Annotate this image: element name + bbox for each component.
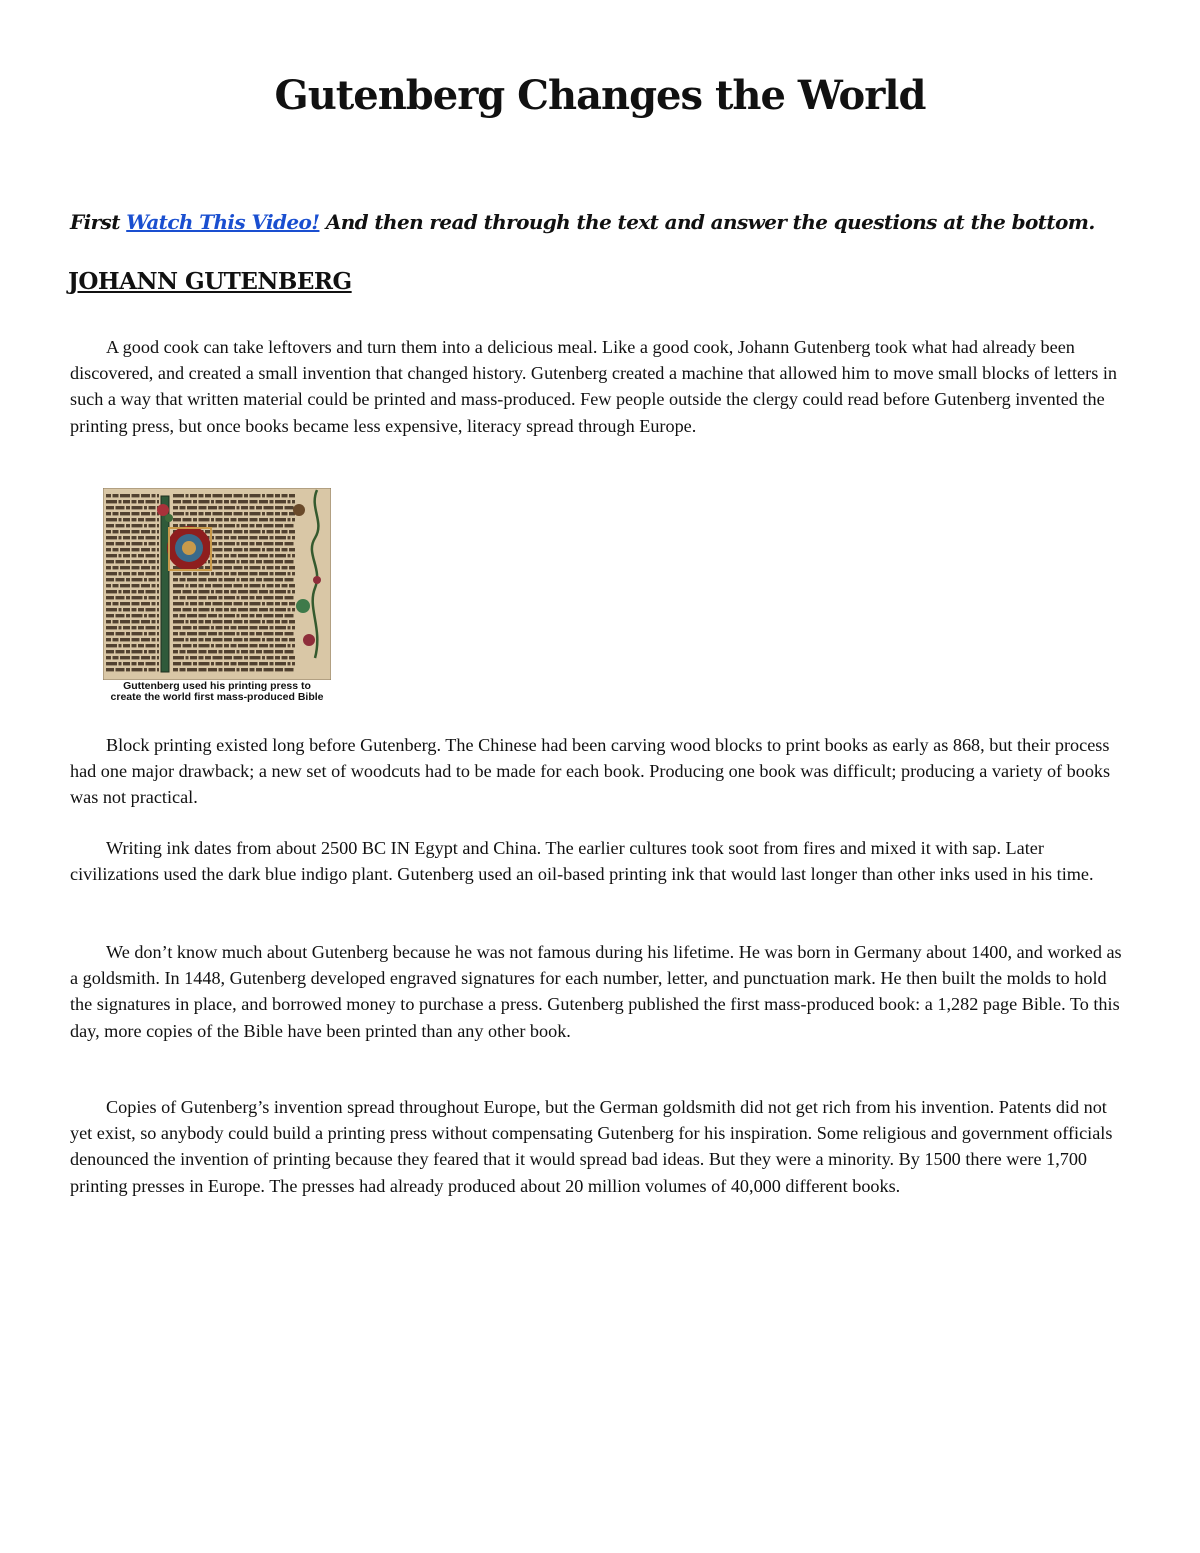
instructions-line (70, 210, 1150, 234)
paragraph-block-printing: Block printing existed long before Gutenberg. The Chinese had been carving wood blocks to print books as early as 868, but their process had one major drawback; a new set of woodcuts had to be made for each book. Producing one book was difficult; producing a variety of books was not practical. (70, 735, 1111, 808)
paragraph-spread-of-printing: Copies of Gutenberg’s invention spread throughout Europe, but the German goldsmith did not get rich from his invention. Patents did not yet exist, so anybody could build a printing press without compensating Gutenberg for his inspiration. Some religious and government officials denounced the invention of printing because they feared that it would spread bad ideas. But they were a minority. By 1500 there were 1,700 printing presses in Europe. The presses had already produced about 20 million volumes of 40,000 different books. (70, 1097, 1113, 1196)
caption-line-2: create the world first mass-produced Bible (110, 691, 324, 703)
page-title: Gutenberg Changes the World (274, 72, 926, 119)
paragraph-intro: A good cook can take leftovers and turn them into a delicious meal. Like a good cook, Johann Gutenberg took what had already been discovered, and created a small invention that changed history. Gutenberg created a machine that allowed him to move small blocks of letters in such a way that written material could be printed and mass-produced. Few people outside the clergy could read before Gutenberg invented the printing press, but once books became less expensive, literacy spread through Europe. (70, 337, 1117, 436)
section-heading: JOHANN GUTENBERG (68, 268, 352, 295)
caption-line-1: Guttenberg used his printing press to (123, 680, 311, 692)
instructions-suffix: And then read through the text and answer the questions at the bottom. (319, 210, 1095, 234)
paragraph-writing-ink: Writing ink dates from about 2500 BC IN Egypt and China. The earlier cultures took soot from fires and mixed it with sap. Later civilizations used the dark blue indigo plant. Gutenberg used an oil-based printing ink that would last longer than other inks used in his time. (70, 838, 1094, 885)
paragraph-gutenberg-life: We don’t know much about Gutenberg because he was not famous during his lifetime. He was born in Germany about 1400, and worked as a goldsmith. In 1448, Gutenberg developed engraved signatures for each number, letter, and punctuation mark. He then built the molds to hold the signatures in place, and borrowed money to purchase a press. Gutenberg published the first mass-produced book: a 1,282 page Bible. To this day, more copies of the Bible have been printed than any other book. (70, 942, 1122, 1041)
figure-caption (103, 681, 331, 703)
bible-page-figure (103, 488, 331, 708)
bible-page-image (103, 488, 331, 680)
instructions-prefix: First (70, 210, 127, 234)
watch-video-link[interactable]: Watch This Video! (126, 210, 320, 234)
